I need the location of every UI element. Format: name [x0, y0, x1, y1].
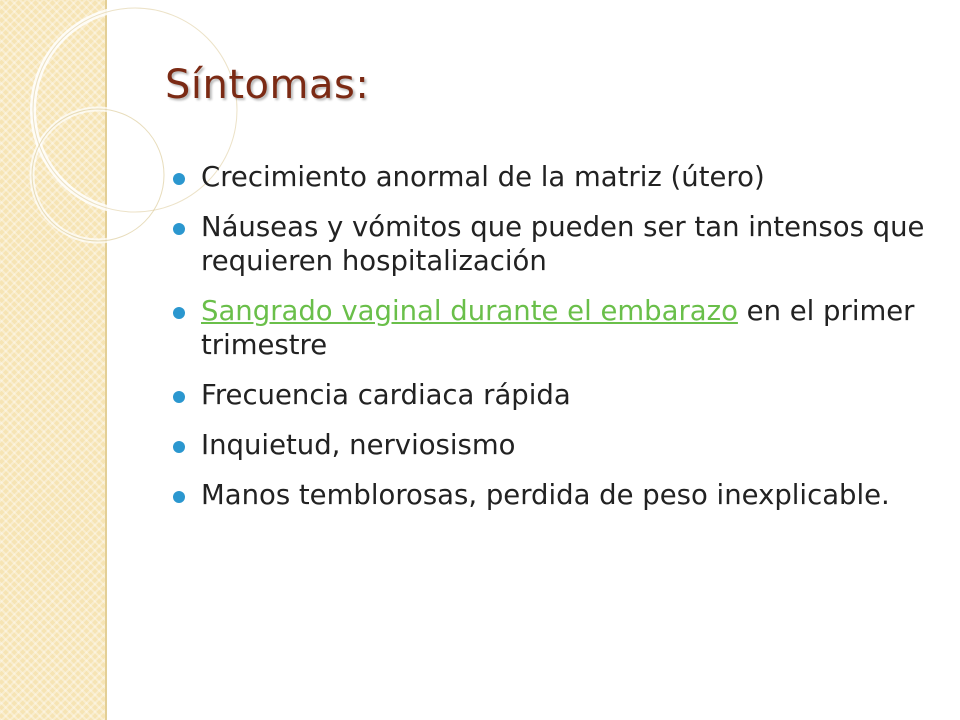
bullet-icon [173, 491, 185, 503]
symptom-list [172, 160, 932, 528]
bullet-icon [173, 391, 185, 403]
bullet-icon [173, 441, 185, 453]
bullet-icon [173, 307, 185, 319]
list-item [172, 160, 932, 194]
list-item-text: Manos temblorosas, perdida de peso inexplicable. [201, 479, 890, 511]
list-item-text: Crecimiento anormal de la matriz (útero) [201, 161, 765, 193]
list-item [172, 378, 932, 412]
list-item-text: Náuseas y vómitos que pueden ser tan intensos que requieren hospitalización [201, 211, 925, 277]
bullet-icon [173, 173, 185, 185]
slide-title: Síntomas: [165, 62, 370, 108]
list-item-text: Frecuencia cardiaca rápida [201, 379, 571, 411]
list-item [172, 210, 932, 278]
bullet-icon [173, 223, 185, 235]
list-item-text: Inquietud, nerviosismo [201, 429, 516, 461]
list-item [172, 478, 932, 512]
list-item [172, 428, 932, 462]
list-item-text: en el primer trimestre [201, 295, 915, 361]
bleeding-link[interactable]: Sangrado vaginal durante el embarazo [201, 295, 738, 327]
list-item [172, 294, 932, 362]
